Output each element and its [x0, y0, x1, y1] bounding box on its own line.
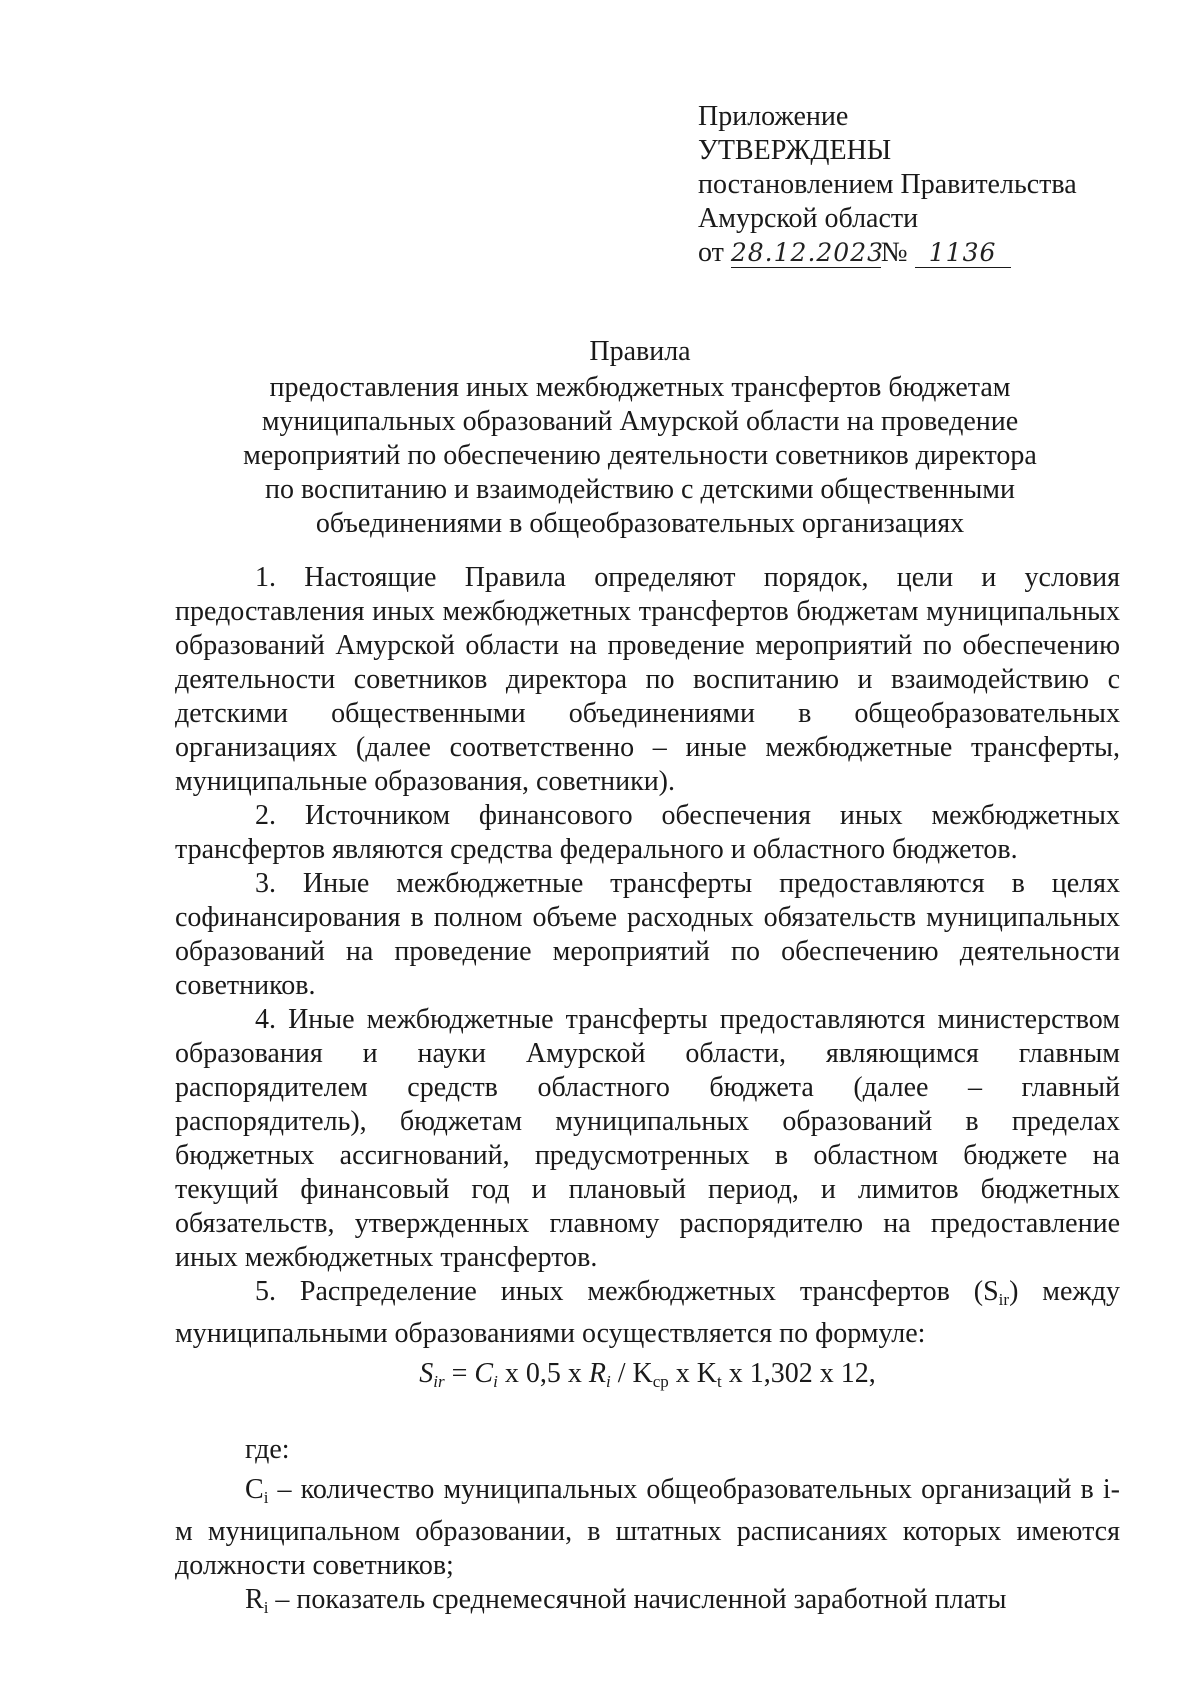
title-line: объединениями в общеобразовательных организациях	[315, 508, 965, 539]
handwritten-number: 1136	[915, 239, 1011, 268]
approval-line-approved: УТВЕРЖДЕНЫ	[698, 135, 892, 166]
paragraph-5-before: 5. Распределение иных межбюджетных трансфертов (S	[255, 1276, 999, 1307]
paragraph-5	[175, 1275, 1120, 1351]
legend-r-text: – показатель среднемесячной начисленной заработной платы	[268, 1584, 1007, 1615]
title-line: предоставления иных межбюджетных трансфертов бюджетам	[269, 372, 1011, 403]
formula-r-sub: i	[605, 1372, 611, 1391]
formula-s-sub: ir	[433, 1372, 445, 1391]
legend-item-r	[175, 1583, 1120, 1625]
legend-where: где:	[245, 1434, 290, 1465]
legend-r-sub: i	[263, 1598, 269, 1617]
paragraph-5-subscript: ir	[998, 1290, 1010, 1309]
document-title: Правила	[589, 336, 691, 367]
approval-line-resolution: постановлением Правительства	[698, 169, 1077, 200]
formula-k-sub: ср	[652, 1372, 669, 1391]
approval-line-region: Амурской области	[698, 203, 919, 234]
formula-c-sub: i	[493, 1372, 498, 1391]
paragraph-1: 1. Настоящие Правила определяют порядок, цели и условия предоставления иных межбюджетных трансфертов бюджетам муниципальных образований Амурской области на проведение мероприятий по обеспечению деятельности советников директора по воспитанию и взаимодействию с детскими общественными объединениями в общеобразовательных организациях (далее соответственно – иные межбюджетные трансферты, муниципальные образования, советники).	[175, 562, 1120, 797]
handwritten-date: 28.12.2023	[730, 238, 885, 267]
document-title-block	[170, 335, 1110, 541]
title-line: мероприятий по обеспечению деятельности советников директора	[243, 440, 1037, 471]
formula-c: C	[474, 1358, 494, 1389]
legend-c-symbol: C	[245, 1474, 264, 1505]
approval-block	[698, 100, 1077, 270]
approval-line-appendix: Приложение	[698, 101, 849, 132]
formula-part3: x K	[668, 1358, 717, 1389]
formula-part1: x 0,5 x	[497, 1358, 589, 1389]
legend-c-text: – количество муниципальных общеобразовательных организаций в i-м муниципальном образовании, в штатных расписаниях которых имеются должности советников;	[175, 1474, 1120, 1581]
paragraph-4: 4. Иные межбюджетные трансферты предоставляются министерством образования и науки Амурской области, являющимся главным распорядителем средств областного бюджета (далее – главный распорядитель), бюджетам муниципальных образований в пределах бюджетных ассигнований, предусмотренных в областном бюджете на текущий финансовый год и плановый период, и лимитов бюджетных обязательств, утвержденных главному распорядителю на предоставление иных межбюджетных трансфертов.	[175, 1004, 1120, 1273]
paragraph-5-after: ) между муниципальными образованиями осуществляется по формуле:	[175, 1276, 1121, 1349]
approval-from-prefix: от	[698, 237, 724, 268]
formula-kt-sub: t	[716, 1372, 722, 1391]
paragraph-3: 3. Иные межбюджетные трансферты предоставляются в целях софинансирования в полном объеме расходных обязательств муниципальных образований на проведение мероприятий по обеспечению деятельности советников.	[175, 868, 1120, 1001]
legend-item-c	[175, 1473, 1120, 1583]
paragraph-2: 2. Источником финансового обеспечения иных межбюджетных трансфертов являются средства федерального и областного бюджетов.	[175, 800, 1120, 865]
formula-r: R	[588, 1358, 606, 1389]
document-body	[175, 561, 1120, 1351]
title-line: по воспитанию и взаимодействию с детскими общественными	[265, 474, 1015, 505]
formula-part2: / K	[610, 1358, 653, 1389]
number-sign: №	[880, 237, 908, 268]
formula-part4: x 1,302 x 12,	[721, 1358, 876, 1389]
formula-s: S	[419, 1358, 434, 1389]
formula-legend	[175, 1433, 1120, 1625]
legend-c-sub: i	[263, 1488, 269, 1507]
formula-eq: =	[444, 1358, 475, 1389]
approval-line-date-number	[698, 236, 1077, 270]
title-line: муниципальных образований Амурской области на проведение	[261, 406, 1019, 437]
distribution-formula	[175, 1357, 1120, 1399]
legend-r-symbol: R	[245, 1584, 264, 1615]
